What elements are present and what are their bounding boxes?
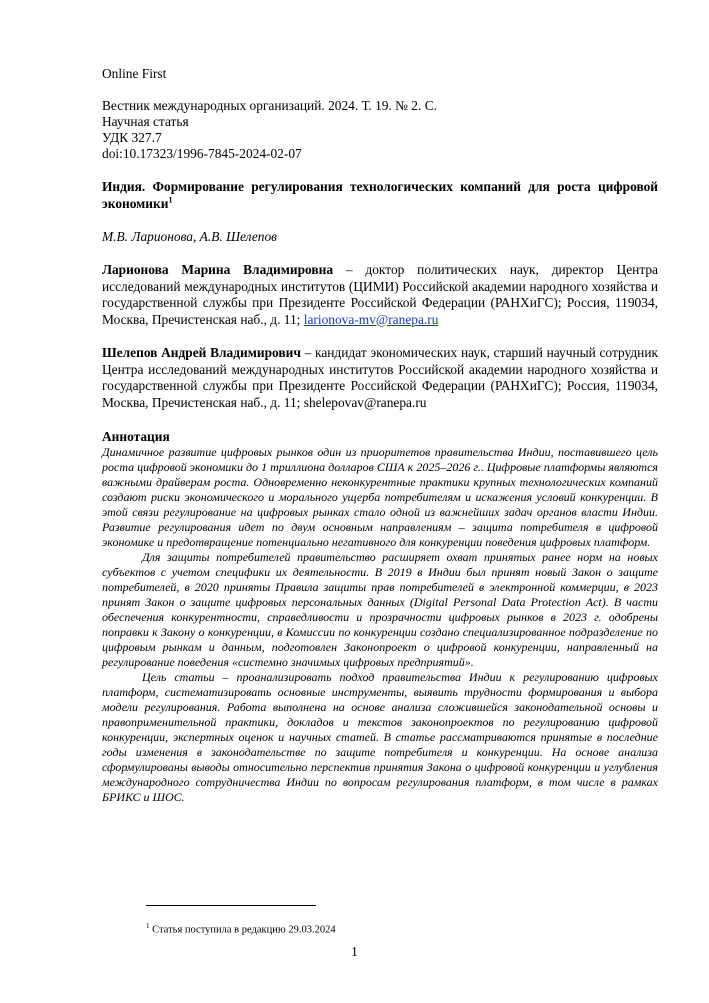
footnote — [146, 920, 336, 937]
article-title-text: Индия. Формирование регулирования технологических компаний для роста цифровой экономики — [102, 179, 658, 211]
article-type: Научная статья — [102, 114, 189, 129]
author-bio-2 — [102, 345, 658, 411]
article-title — [102, 178, 658, 212]
journal-citation: Вестник международных организаций. 2024. Т. 19. № 2. С. — [102, 98, 437, 113]
doi: doi:10.17323/1996-7845-2024-02-07 — [102, 146, 302, 161]
author-bio-text-1: – доктор политических наук, директор Центра исследований международных институтов (ЦИМИ) Российской академии народного хозяйства и государственной службы при Президенте Российской Федерации (РАНХиГС); Россия, 119034, Москва, Пречистенская наб., д. 11; — [102, 262, 658, 327]
abstract-paragraph-1: Динамичное развитие цифровых рынков один из приоритетов правительства Индии, поставившего цель роста цифровой экономики до 1 триллиона долларов США к 2025–2026 г.. Цифровые платформы являются важными драйверам роста. Одновременно неконкурентные практики крупных технологических компаний создают риски экономического и морального ущерба потребителям и искажения условий конкуренции. В этой связи регулирование на цифровых рынках стало одной из важнейших задач органов власти Индии. Развитие регулирования идет по двум основным направлениям – защита потребителя в цифровой экономике и предотвращение потенциально негативного для конкуренции поведения цифровых платформ. — [102, 445, 658, 549]
author-email-link-1[interactable]: larionova-mv@ranepa.ru — [303, 311, 439, 327]
author-bio-1 — [102, 262, 658, 328]
abstract-paragraph-2: Для защиты потребителей правительство расширяет охват принятых ранее норм на новых субъектов с учетом специфики их деятельности. В 2019 в Индии был принят новый Закон о защите потребителей, в 2020 приняты Правила защиты прав потребителей в электронной коммерции, в 2023 принят Закон о защите цифровых персональных данных (Digital Personal Data Protection Act). В части обеспечения конкурентности, справедливости и прозрачности цифровых рынков в 2023 г. одобрены поправки к Закону о конкуренции, в Комиссии по конкуренции создано специализированное подразделение по цифровым рынкам и данным, подготовлен Законопроект о цифровой конкуренции, направленный на регулирование поведения «системно значимых цифровых предприятий». — [102, 550, 658, 669]
author-name-1: Ларионова Марина Владимировна — [102, 262, 334, 277]
article-page — [102, 66, 658, 805]
authors-line: М.В. Ларионова, А.В. Шелепов — [102, 229, 277, 244]
title-footnote-mark[interactable]: 1 — [168, 195, 173, 205]
abstract-heading: Аннотация — [102, 429, 170, 444]
online-first-label: Online First — [102, 66, 167, 81]
footnote-divider — [146, 905, 316, 906]
page-number: 1 — [351, 944, 358, 959]
author-bio-text-2: – кандидат экономических наук, старший научный сотрудник Центра исследований международных институтов Российской академии народного хозяйства и государственной службы при Президенте Российской Федерации (РАНХиГС); Россия, 119034, Москва, Пречистенская наб., д. 11; shelepovav@ranepa.ru — [102, 345, 658, 410]
footnote-mark: 1 — [146, 922, 150, 930]
author-name-2: Шелепов Андрей Владимирович — [102, 345, 301, 360]
footnote-text: Статья поступила в редакцию 29.03.2024 — [149, 924, 336, 936]
abstract-paragraph-3: Цель статьи – проанализировать подход правительства Индии к регулированию цифровых платформ, систематизировать основные инструменты, выявить трудности формирования и выбора модели регулирования. Работа выполнена на основе анализа сложившейся законодательной основы и правоприменительной практики, докладов и текстов законопроектов по регулированию цифровой конкуренции, экспертных оценок и научных статей. В статье рассматриваются принятые в последние годы изменения в законодательстве по защите потребителя и конкуренции. На основе анализа сформулированы выводы относительно перспектив принятия Закона о цифровой конкуренции и углубления международного сотрудничества Индии по вопросам регулирования платформ, в том числе в рамках БРИКС и ШОС. — [102, 670, 658, 804]
udc-code: УДК 327.7 — [102, 130, 162, 145]
